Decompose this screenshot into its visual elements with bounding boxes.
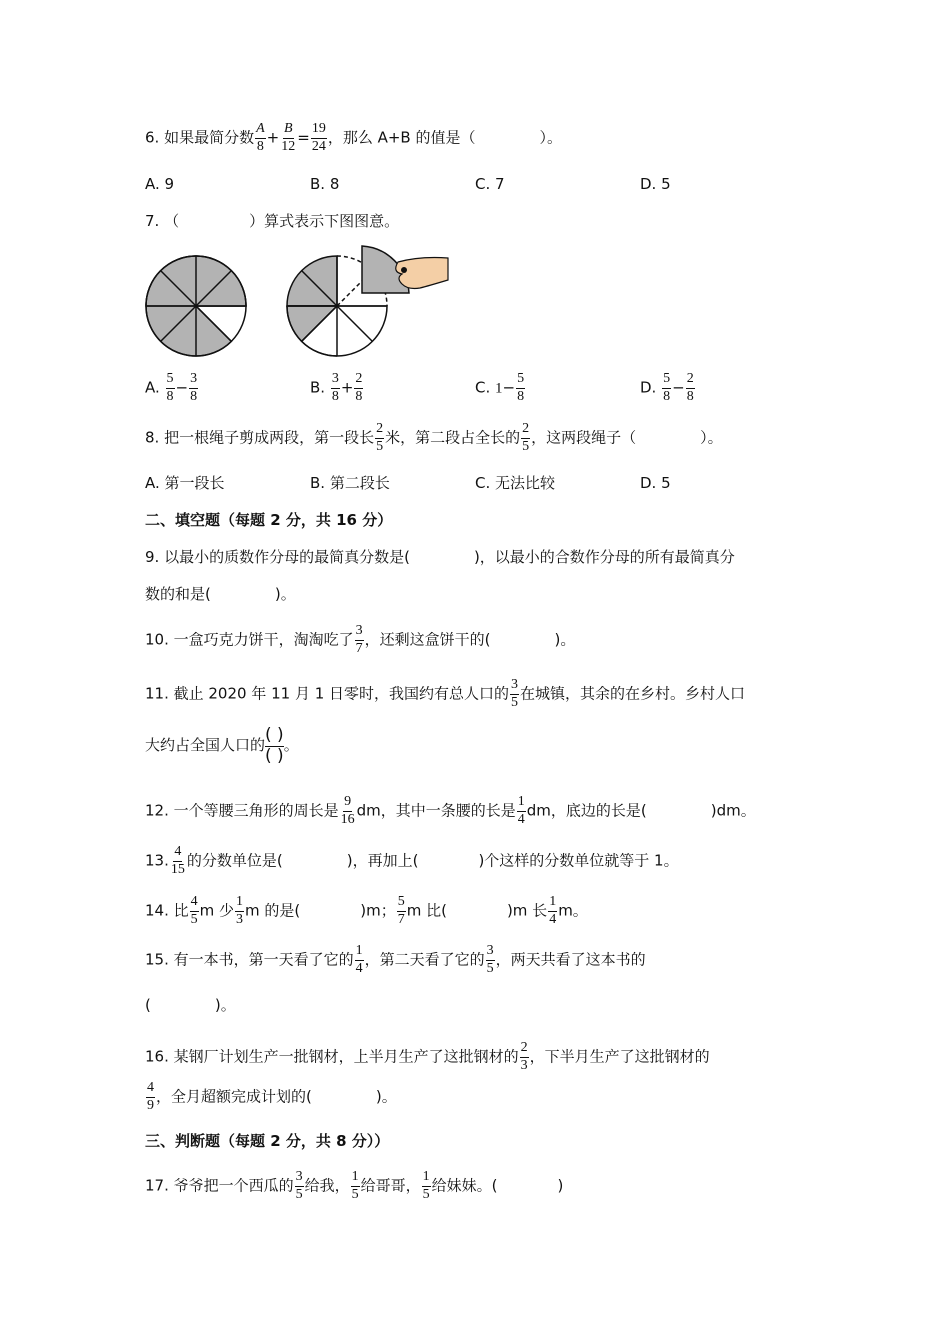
question-14: 14. 比 $\frac{4}{5}$ m 少 $\frac{1}{3}$ m 的是( )m； $\frac{5}{7}$ m 比( )m 长 $\frac{1}{4}$ m。 [145, 894, 588, 927]
option-d[interactable]: D. $\frac{5}{8}$ − $\frac{2}{8}$ [640, 371, 694, 404]
answer-fraction-blank[interactable]: ( ) ( ) [265, 725, 284, 766]
option-c[interactable]: C. 1− $\frac{5}{8}$ [475, 371, 525, 404]
section-heading: 三、判断题（每题 2 分，共 8 分）） [145, 1132, 390, 1150]
circle-diagram-full [140, 250, 252, 362]
question-9-cont: 数的和是( )。 [145, 585, 296, 603]
question-13: 13. $\frac{4}{15}$ 的分数单位是( )，再加上( )个这样的分数单位就等于 1。 [145, 844, 679, 877]
question-16-cont: $\frac{4}{9}$ ，全月超额完成计划的( )。 [147, 1080, 397, 1113]
option-b[interactable]: B. 第二段长 [310, 474, 390, 492]
option-d[interactable]: D. 5 [640, 175, 671, 193]
question-15: 15. 有一本书，第一天看了它的 $\frac{1}{4}$ ，第二天看了它的 $\frac{3}{5}$ ，两天共看了这本书的 [145, 943, 646, 976]
question-17: 17. 爷爷把一个西瓜的 $\frac{3}{5}$ 给我， $\frac{1}{5}$ 给哥哥， $\frac{1}{5}$ 给妹妹。( ) [145, 1169, 564, 1202]
question-7: 7. （ ）算式表示下图图意。 [145, 212, 400, 230]
hand-icon [396, 258, 448, 289]
question-6: 6. 如果最简分数 $\frac{A}{8}$ + $\frac{B}{12}$ = $\frac{19}{24}$ ，那么 A+B 的值是（ ）。 [145, 121, 562, 154]
option-a[interactable]: A. $\frac{5}{8}$ − $\frac{3}{8}$ [145, 371, 198, 404]
option-a[interactable]: A. 第一段长 [145, 474, 225, 492]
fraction: $\frac{19}{24}$ [311, 121, 326, 154]
question-16: 16. 某钢厂计划生产一批钢材，上半月生产了这批钢材的 $\frac{2}{3}$ ，下半月生产了这批钢材的 [145, 1040, 710, 1073]
option-d[interactable]: D. 5 [640, 474, 671, 492]
option-c[interactable]: C. 无法比较 [475, 474, 556, 492]
section-heading: 二、填空题（每题 2 分，共 16 分） [145, 511, 393, 529]
question-15-cont: ( )。 [145, 996, 236, 1014]
option-c[interactable]: C. 7 [475, 175, 505, 193]
question-11: 11. 截止 2020 年 11 月 1 日零时，我国约有总人口的 $\frac{3}{5}$ 在城镇，其余的在乡村。乡村人口 [145, 677, 746, 710]
question-8: 8. 把一根绳子剪成两段，第一段长 $\frac{2}{5}$ 米，第二段占全长的 $\frac{2}{5}$ ，这两段绳子（ ）。 [145, 421, 723, 454]
option-b[interactable]: B. $\frac{3}{8}$ + $\frac{2}{8}$ [310, 371, 363, 404]
question-9: 9. 以最小的质数作分母的最简真分数是( )，以最小的合数作分母的所有最简真分 [145, 548, 735, 566]
fraction: $\frac{A}{8}$ [256, 121, 265, 154]
option-a[interactable]: A. 9 [145, 175, 175, 193]
fraction: $\frac{B}{12}$ [281, 121, 296, 154]
option-b[interactable]: B. 8 [310, 175, 340, 193]
circle-diagram-taken [280, 238, 455, 362]
question-10: 10. 一盒巧克力饼干，淘淘吃了 $\frac{3}{7}$ ，还剩这盒饼干的( )。 [145, 623, 576, 656]
question-11-cont: 大约占全国人口的 ( ) ( ) 。 [145, 725, 299, 766]
question-12: 12. 一个等腰三角形的周长是 $\frac{9}{16}$ dm，其中一条腰的长是 $\frac{1}{4}$ dm，底边的长是( )dm。 [145, 794, 756, 827]
